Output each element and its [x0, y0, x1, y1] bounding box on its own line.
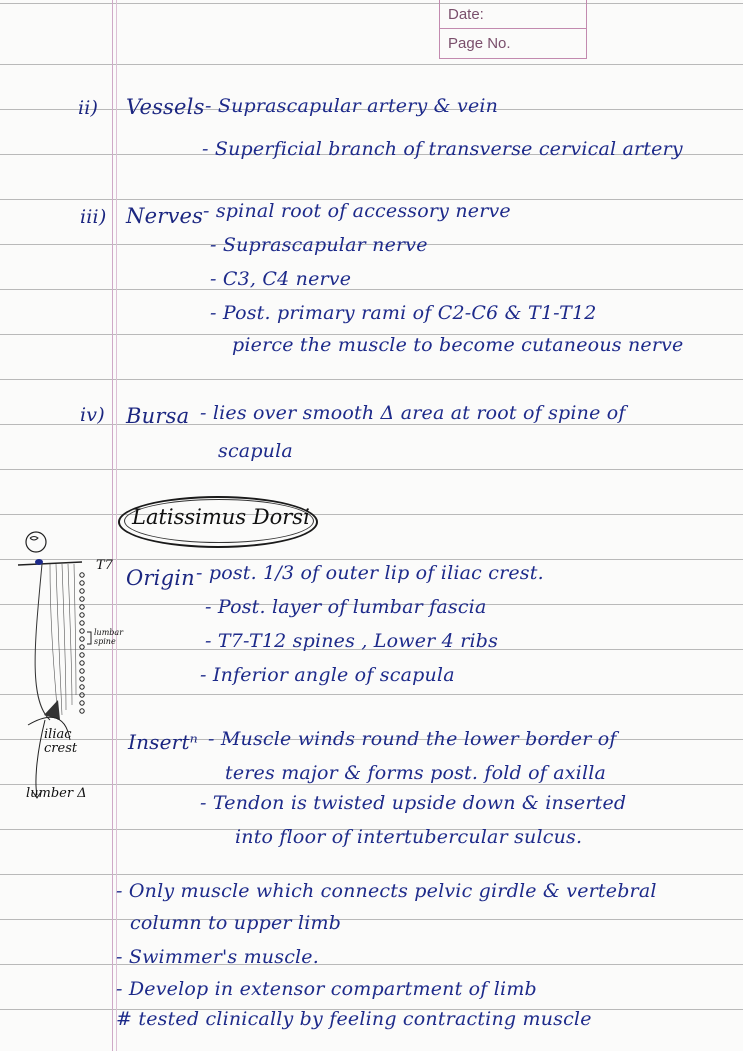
insertion-item: - Muscle winds round the lower border of [208, 728, 617, 750]
nerves-item: pierce the muscle to become cutaneous nerve [232, 334, 684, 356]
vessels-item: - Suprascapular artery & vein [205, 95, 499, 117]
note-item: - Only muscle which connects pelvic girdle & vertebral [116, 880, 657, 902]
nerves-item: - C3, C4 nerve [210, 268, 352, 290]
bursa-title: Bursa [126, 404, 190, 428]
vessels-number: ii) [78, 97, 99, 119]
insertion-item: into floor of intertubercular sulcus. [235, 826, 583, 848]
iliac-crest-label: iliac crest [44, 727, 78, 756]
nerves-item: - Post. primary rami of C2-C6 & T1-T12 [210, 302, 597, 324]
insertion-item: teres major & forms post. fold of axilla [225, 762, 607, 784]
bursa-item: - lies over smooth Δ area at root of spine of [200, 402, 626, 424]
latissimus-diagram [0, 520, 130, 820]
insertion-label: Insertⁿ [128, 730, 198, 754]
muscle-title: Latissimus Dorsi [132, 505, 310, 529]
nerves-item: - spinal root of accessory nerve [203, 200, 511, 222]
insertion-item: - Tendon is twisted upside down & inserted [200, 792, 627, 814]
bursa-item: scapula [218, 440, 293, 462]
note-item: - Develop in extensor compartment of limb [116, 978, 537, 1000]
lumbar-triangle-label: lumber Δ [26, 786, 87, 801]
vessels-title: Vessels [126, 95, 205, 119]
nerves-title: Nerves [126, 204, 204, 228]
date-label: Date: [440, 0, 586, 29]
origin-item: - T7-T12 spines , Lower 4 ribs [205, 630, 499, 652]
t7-label: T7 [96, 558, 113, 573]
origin-item: - post. 1/3 of outer lip of iliac crest. [196, 562, 544, 584]
origin-item: - Post. layer of lumbar fascia [205, 596, 487, 618]
nerves-item: - Suprascapular nerve [210, 234, 428, 256]
note-item: # tested clinically by feeling contracting muscle [116, 1008, 592, 1030]
vessels-item: - Superficial branch of transverse cervical artery [202, 138, 683, 160]
origin-item: - Inferior angle of scapula [200, 664, 455, 686]
note-item: - Swimmer's muscle. [116, 946, 319, 968]
page-number-label: Page No. [448, 35, 511, 52]
origin-label: Origin [126, 566, 195, 590]
lumbar-spine-label: lumbar spine [94, 628, 124, 646]
date-page-box [439, 0, 587, 59]
bursa-number: iv) [80, 404, 105, 426]
nerves-number: iii) [80, 206, 107, 228]
note-item: column to upper limb [130, 912, 342, 934]
